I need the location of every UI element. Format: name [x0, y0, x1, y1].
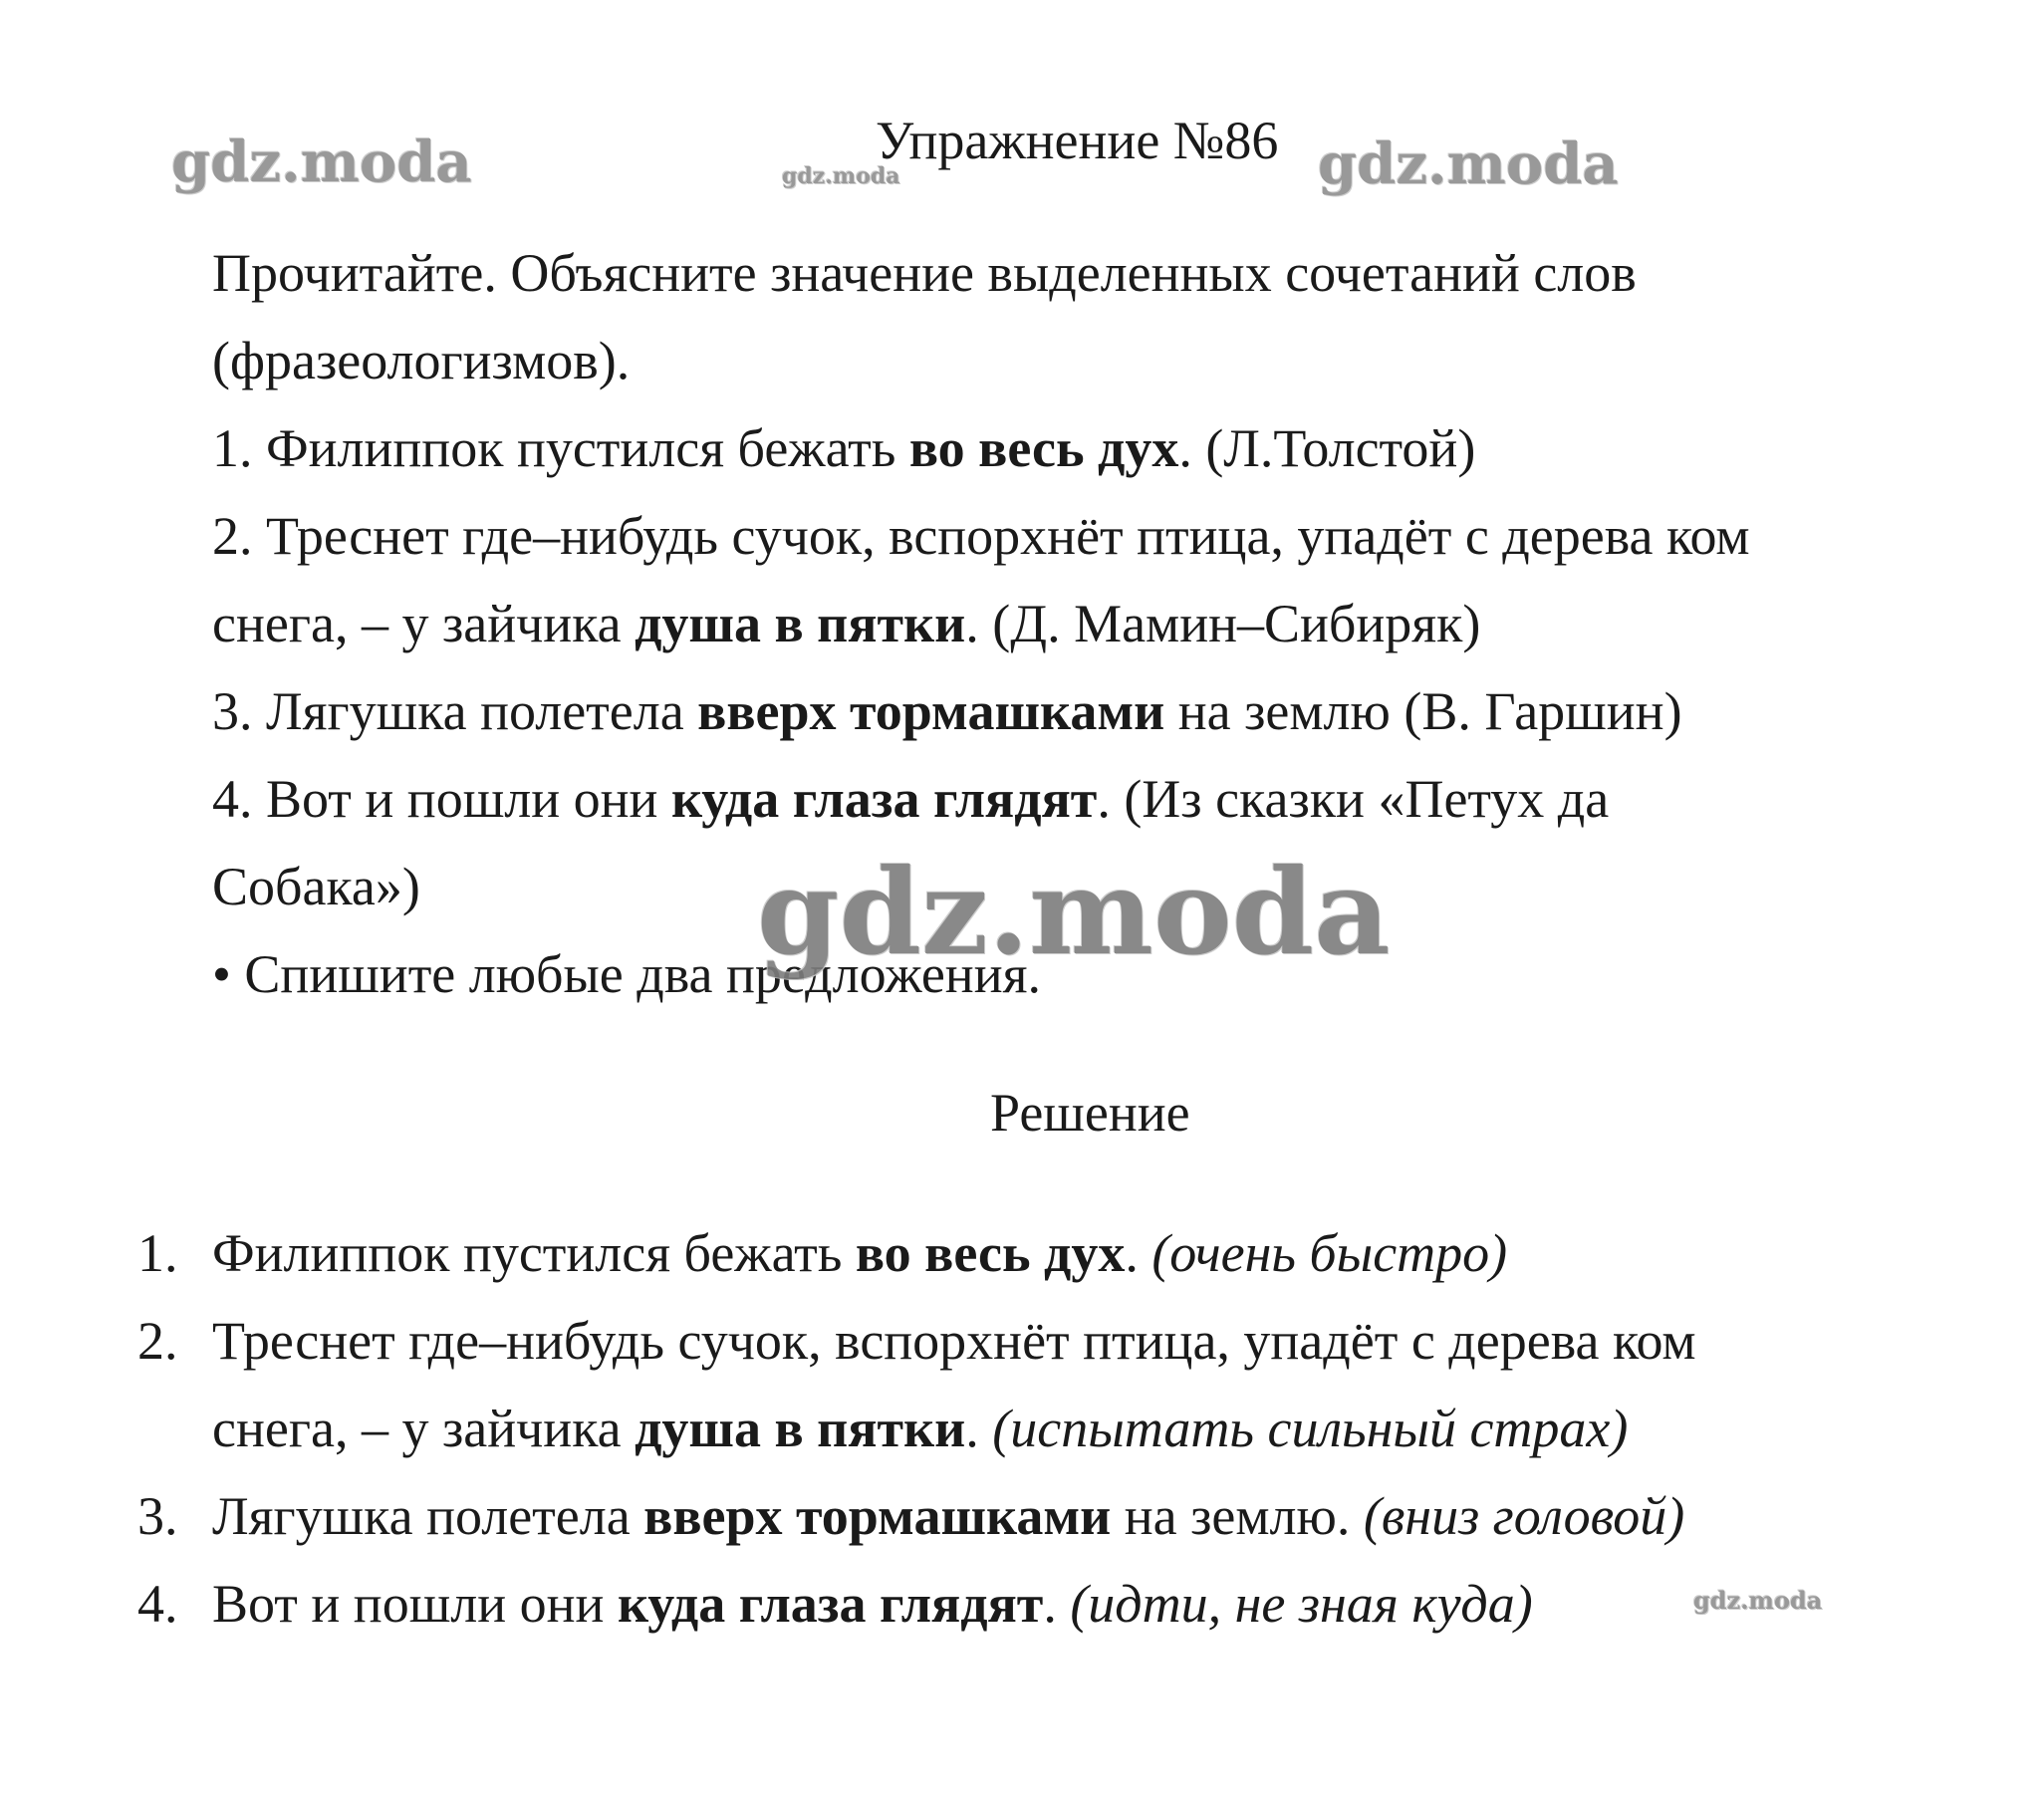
task-sentence-4-text: 4. Вот и пошли они: [212, 769, 671, 829]
task-sentence-2-text: снега, – у зайчика: [212, 594, 636, 653]
task-sentence-1-idiom: во весь дух: [908, 418, 1179, 478]
watermark-logo-small-title: gdz.moda: [782, 163, 900, 189]
solution-number-2: 2.: [137, 1311, 178, 1371]
solution-number-4: 4.: [137, 1574, 178, 1634]
watermark-logo-bottom: gdz.moda: [1693, 1586, 1823, 1615]
solution-item-4-idiom: куда глаза глядят: [617, 1574, 1044, 1634]
task-sentence-3-author: на землю (В. Гаршин): [1164, 681, 1682, 741]
task-bullet-instruction: • Спишите любые два предложения.: [212, 944, 1041, 1004]
task-sentence-3-text: 3. Лягушка полетела: [212, 681, 698, 741]
solution-item-3-text: Лягушка полетела: [212, 1486, 644, 1546]
task-sentence-2-line-1: 2. Треснет где–нибудь сучок, вспорхнёт птица, упадёт с дерева ком: [212, 506, 1750, 566]
watermark-logo-top-right: gdz.moda: [1318, 131, 1619, 197]
solution-item-3-meaning: (вниз головой): [1363, 1486, 1685, 1546]
task-sentence-1: [212, 404, 1475, 492]
task-sentence-4-line-1: [212, 755, 1609, 843]
solution-item-1: [212, 1209, 1507, 1297]
task-intro-line-1: Прочитайте. Объясните значение выделенных сочетаний слов: [212, 243, 1637, 303]
solution-number-1: 1.: [137, 1223, 178, 1283]
watermark-logo-top-left: gdz.moda: [171, 129, 472, 195]
task-sentence-2-author: . (Д. Мамин–Сибиряк): [965, 594, 1481, 653]
solution-item-2-text: снега, – у зайчика: [212, 1399, 636, 1458]
solution-number-3: 3.: [137, 1486, 178, 1546]
solution-item-4: [212, 1560, 1533, 1648]
task-sentence-1-text: 1. Филиппок пустился бежать: [212, 418, 909, 478]
task-sentence-3-idiom: вверх тормашками: [697, 681, 1165, 741]
solution-item-1-meaning: (очень быстро): [1151, 1223, 1508, 1283]
task-sentence-2-idiom: душа в пятки: [635, 594, 966, 653]
task-sentence-3: [212, 667, 1682, 755]
solution-item-4-punct: .: [1043, 1574, 1071, 1634]
solution-item-3: [212, 1472, 1684, 1560]
solution-heading: Решение: [990, 1083, 1190, 1143]
solution-item-2-punct: .: [965, 1399, 993, 1458]
watermark-logo-center: gdz.moda: [757, 843, 1391, 981]
solution-item-2-line-2: [212, 1385, 1628, 1472]
task-sentence-4-idiom: куда глаза глядят: [670, 769, 1098, 829]
task-intro-line-2: (фразеологизмов).: [212, 331, 631, 390]
solution-item-4-text: Вот и пошли они: [212, 1574, 618, 1634]
solution-item-2-line-1: Треснет где–нибудь сучок, вспорхнёт птица, упадёт с дерева ком: [212, 1311, 1696, 1371]
solution-item-1-idiom: во весь дух: [855, 1223, 1126, 1283]
solution-item-2-idiom: душа в пятки: [635, 1399, 966, 1458]
task-sentence-1-author: . (Л.Толстой): [1178, 418, 1476, 478]
task-sentence-4-source: . (Из сказки «Петух да: [1097, 769, 1610, 829]
solution-item-1-text: Филиппок пустился бежать: [212, 1223, 856, 1283]
task-sentence-2-line-2: [212, 580, 1480, 667]
solution-item-3-idiom: вверх тормашками: [643, 1486, 1112, 1546]
solution-item-3-punct: на землю.: [1111, 1486, 1364, 1546]
solution-item-1-punct: .: [1125, 1223, 1152, 1283]
solution-item-4-meaning: (идти, не зная куда): [1070, 1574, 1533, 1634]
solution-item-2-meaning: (испытать сильный страх): [992, 1399, 1629, 1458]
task-sentence-4-line-2: Собака»): [212, 857, 420, 916]
exercise-title: Упражнение №86: [876, 111, 1279, 170]
